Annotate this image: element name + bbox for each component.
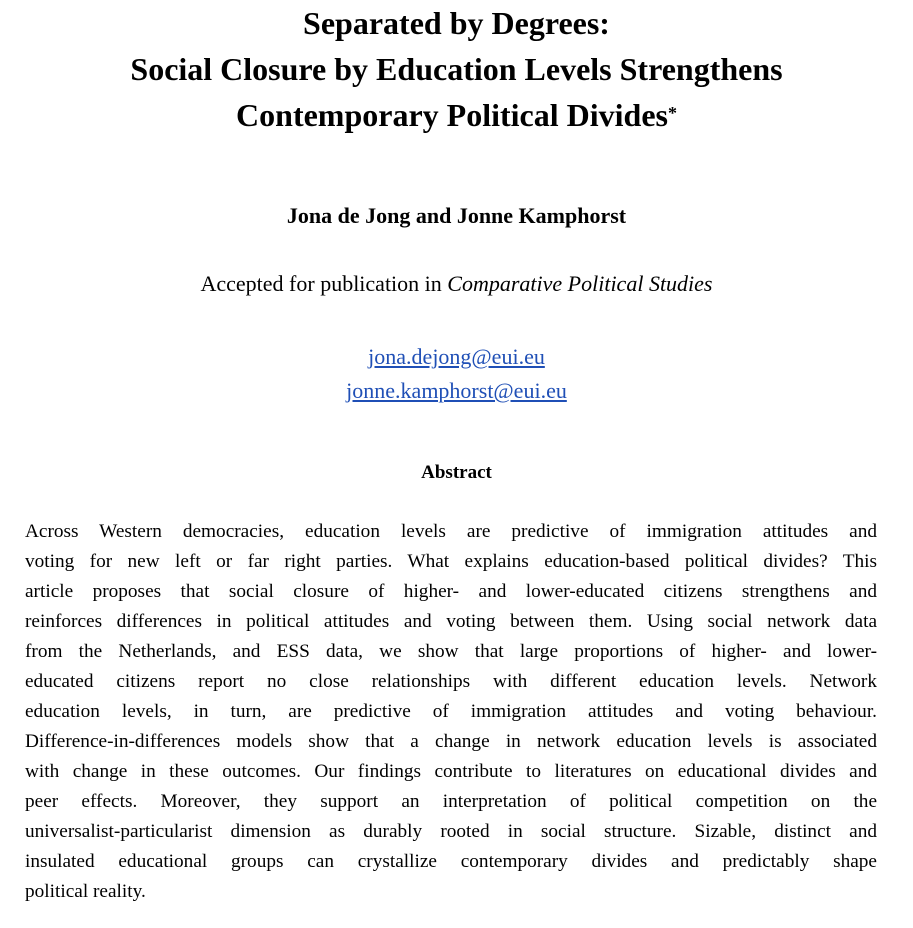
email-list [0,340,913,408]
abstract-line: from the Netherlands, and ESS data, we show that large proportions of higher- and lower- [25,641,877,662]
abstract-line: peer effects. Moreover, they support an interpretation of political competition on the [25,791,877,812]
title-line-2: Social Closure by Education Levels Strengthens [130,51,783,87]
publication-prefix: Accepted for publication in [200,271,448,296]
abstract-heading: Abstract [421,462,492,483]
title-line-3-text: Contemporary Political Divides [236,97,668,133]
email-link-kamphorst[interactable]: jonne.kamphorst@eui.eu [346,378,567,403]
abstract-line: Across Western democracies, education levels are predictive of immigration attitudes and [25,521,877,542]
author-names: Jona de Jong and Jonne Kamphorst [286,203,627,228]
title-line-3 [0,92,913,138]
title-line-1: Separated by Degrees: [303,5,610,41]
abstract-line: article proposes that social closure of higher- and lower-educated citizens strengthens and [25,581,877,602]
abstract-line-last: political reality. [25,881,146,902]
publication-note [0,270,913,298]
abstract-line: Difference-in-differences models show that a change in network education levels is associated [25,731,877,752]
paper-title [0,0,913,138]
title-footnote-mark[interactable]: * [667,103,677,123]
journal-name: Comparative Political Studies [447,271,713,296]
abstract-line: education levels, in turn, are predictive of immigration attitudes and voting behaviour. [25,701,877,722]
abstract-line: universalist-particularist dimension as durably rooted in social structure. Sizable, distinct and [25,821,877,842]
abstract-line: with change in these outcomes. Our findings contribute to literatures on educational divides and [25,761,877,782]
email-link-dejong[interactable]: jona.dejong@eui.eu [368,344,545,369]
abstract-line: reinforces differences in political attitudes and voting between them. Using social network data [25,611,877,632]
abstract-line: educated citizens report no close relationships with different education levels. Network [25,671,877,692]
abstract-text [25,517,877,907]
abstract-line: insulated educational groups can crystallize contemporary divides and predictably shape [25,851,877,872]
abstract-line: voting for new left or far right parties. What explains education-based political divides? This [25,551,877,572]
